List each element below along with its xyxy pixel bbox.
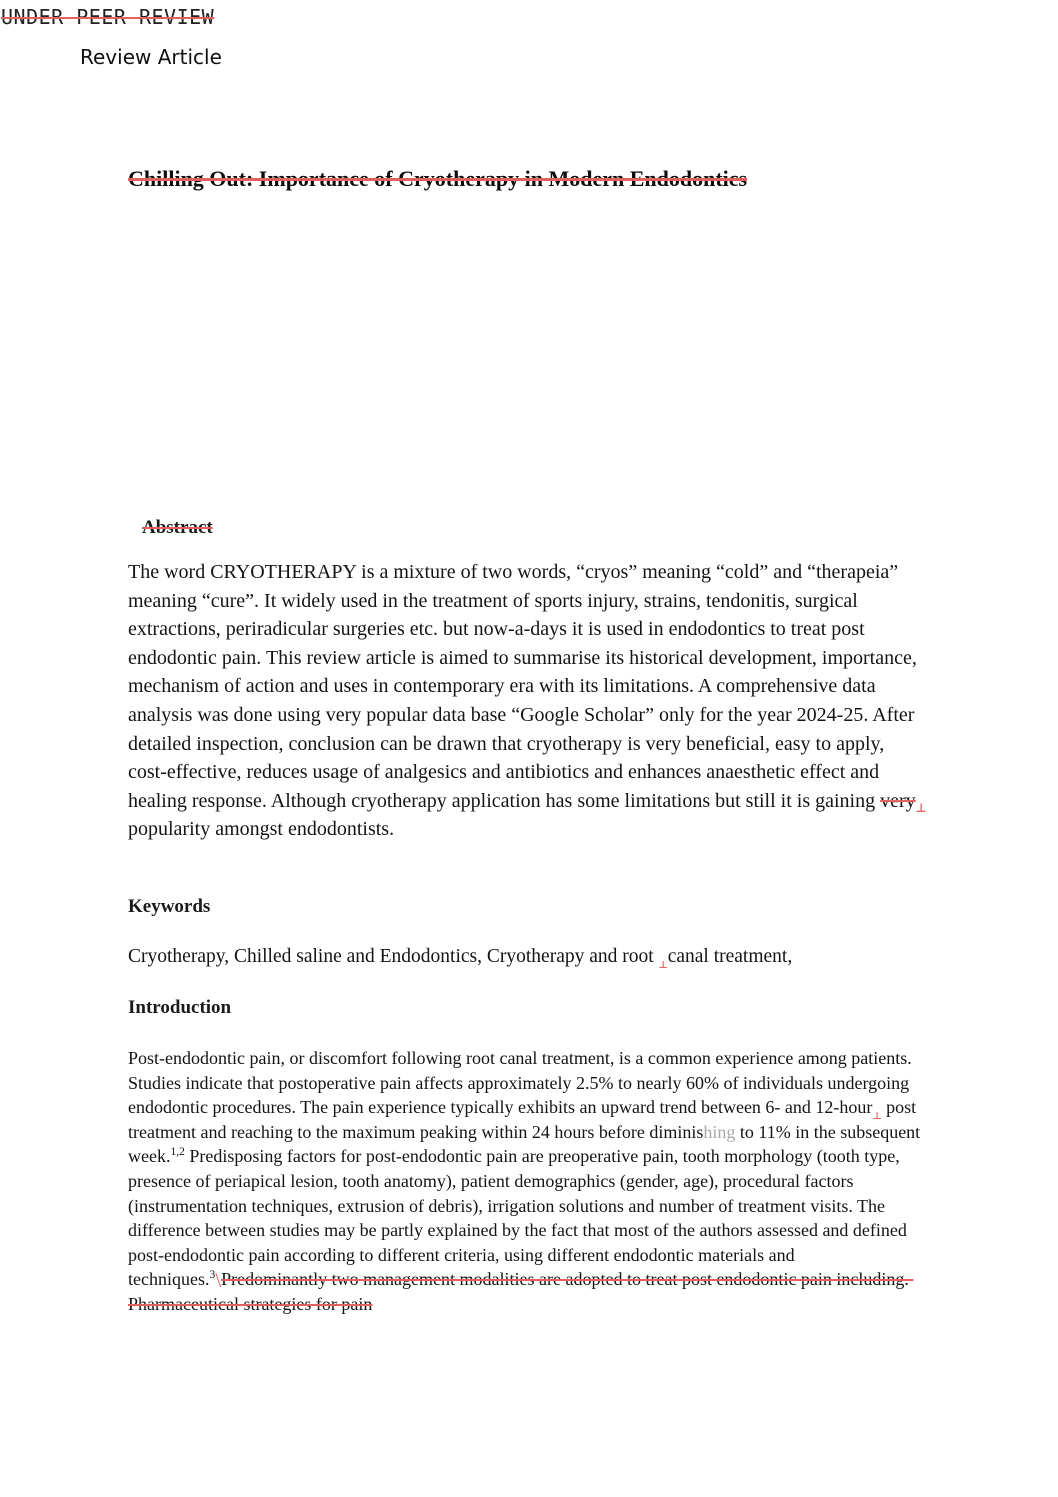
keywords-text-after: canal treatment,	[667, 946, 793, 967]
article-type-label: Review Article	[80, 45, 222, 69]
abstract-heading: Abstract	[142, 517, 213, 538]
introduction-text-4: Predisposing factors for post-endodontic pain are preoperative pain, tooth morphology (tooth type, presence of periapical lesion, tooth anatomy), patient demographics (gender, age), procedural factors (instrumentation techniques, extrusion of debris), irrigation solutions and number of treatment visits. The difference between studies may be partly explained by the fact that most of the authors assessed and defined post-endodontic pain according to different criteria, using different endodontic materials and techniques.	[128, 1146, 907, 1290]
introduction-text-2: post treatment and reaching to the maximum peaking within 24 hours before diminis	[128, 1097, 917, 1142]
struck-sentence: Predominantly two management modalities are adopted to treat post endodontic pain including. Pharmaceutical strategies for pain	[128, 1269, 914, 1314]
abstract-paragraph	[128, 558, 928, 844]
struck-word-very: very	[880, 789, 916, 812]
introduction-text-1: Post-endodontic pain, or discomfort following root canal treatment, is a common experience among patients. Studies indicate that postoperative pain affects approximately 2.5% to nearly 60% of individuals undergoing endodontic procedures. The pain experience typically exhibits an upward trend between 6- and 12-hour	[128, 1048, 912, 1118]
insertion-mark-icon: ⊥	[658, 960, 668, 971]
abstract-text-after: popularity amongst endodontists.	[128, 818, 395, 841]
keywords-text-before: Cryotherapy, Chilled saline and Endodontics, Cryotherapy and root	[128, 946, 659, 967]
introduction-text-3: to 11% in the subsequent week.	[128, 1121, 921, 1167]
insertion-mark-icon: ⊥	[872, 1111, 882, 1123]
abstract-text-before: The word CRYOTHERAPY is a mixture of two words, “cryos” meaning “cold” and “therapeia” meaning “cure”. It widely used in the treatment of sports injury, strains, tendonitis, surgical extractions, periradicular surgeries etc. but now-a-days it is used in endodontics to treat post endodontic pain. This review article is aimed to summarise its historical development, importance, mechanism of action and uses in contemporary era with its limitations. A comprehensive data analysis was done using very popular data base “Google Scholar” only for the year 2024-25. After detailed inspection, conclusion can be drawn that cryotherapy is very beneficial, easy to apply, cost-effective, reduces usage of analgesics and antibiotics and enhances anaesthetic effect and healing response. Although cryotherapy application has some limitations but still it is gaining	[128, 561, 917, 812]
peer-review-watermark: UNDER PEER REVIEW	[1, 5, 215, 29]
insertion-mark-icon: ⊥	[915, 800, 927, 815]
paper-title: Chilling Out: Importance of Cryotherapy in Modern Endodontics	[128, 166, 748, 191]
deletion-slash-icon: \	[215, 1268, 222, 1293]
keywords-text	[128, 946, 940, 971]
grayed-text-fragment: hing	[703, 1121, 736, 1142]
citation-superscript: 3	[209, 1269, 216, 1282]
keywords-heading: Keywords	[128, 896, 211, 917]
introduction-heading: Introduction	[128, 997, 232, 1018]
introduction-paragraph	[128, 1046, 942, 1317]
citation-superscript: 1,2	[170, 1146, 185, 1159]
